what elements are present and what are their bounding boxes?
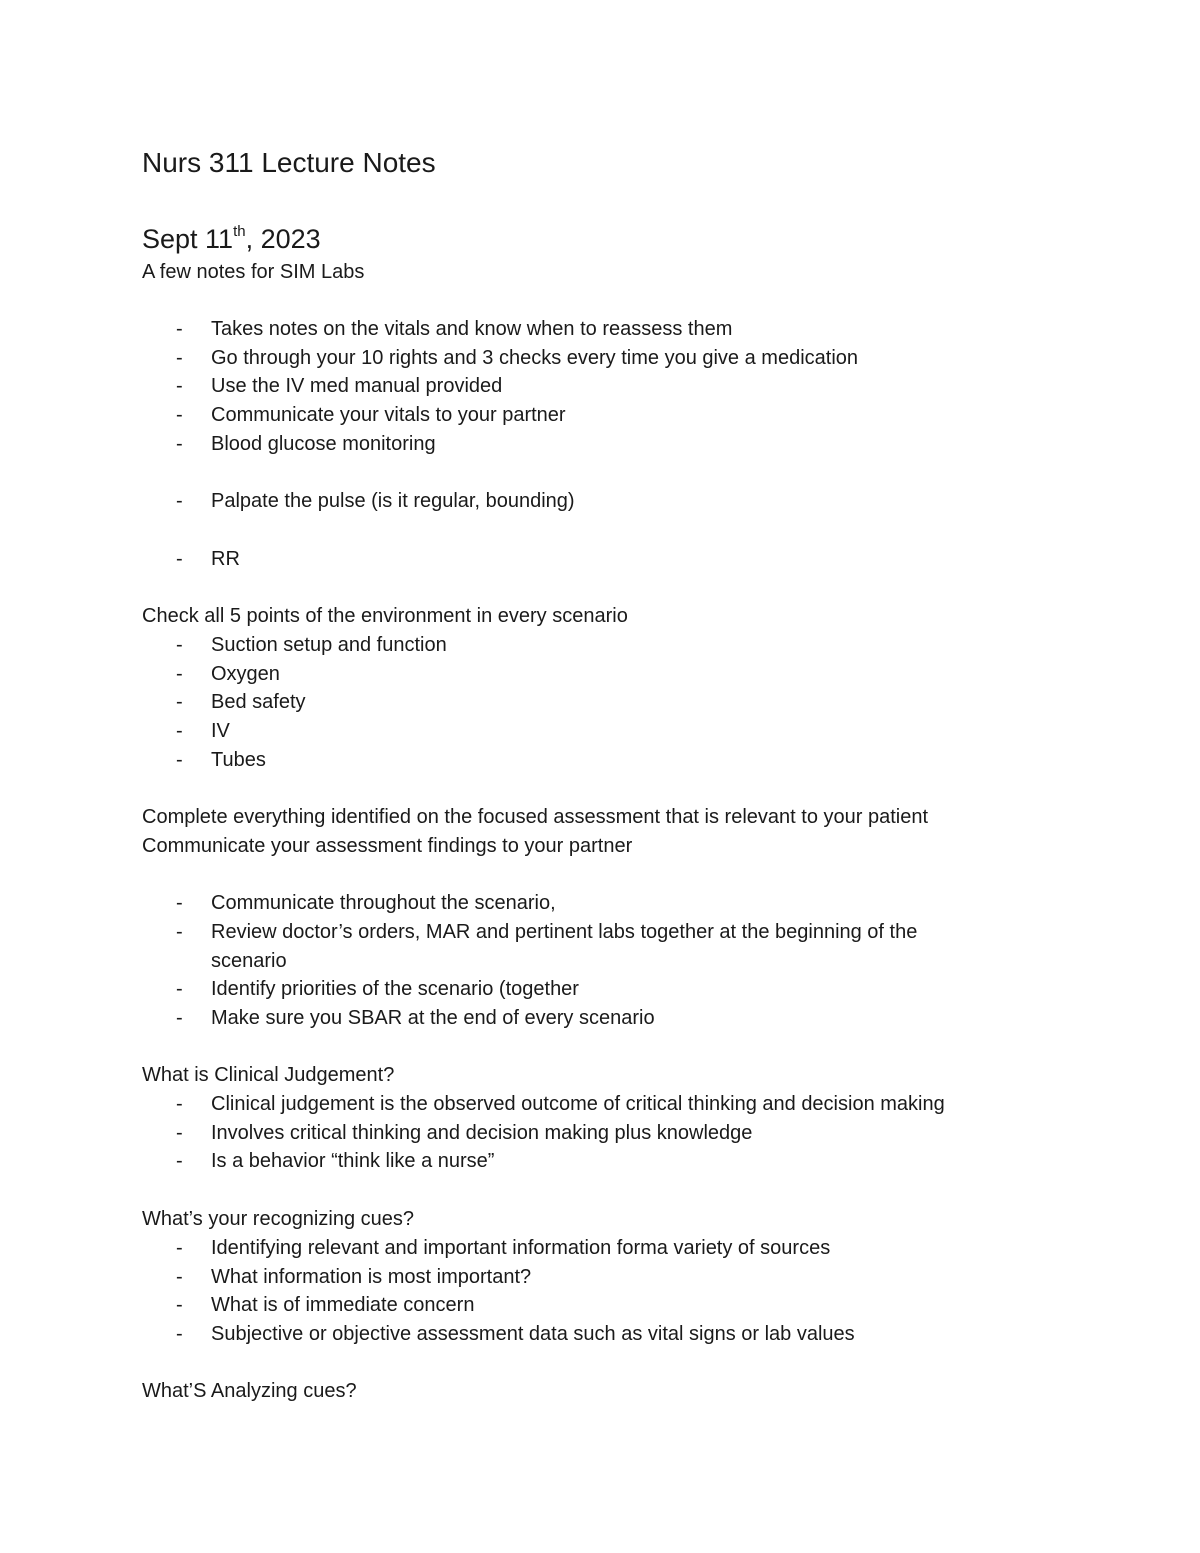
list-item: IV [211,720,230,742]
document-title: Nurs 311 Lecture Notes [142,147,436,178]
list-item: What is of immediate concern [211,1294,475,1316]
bullet-marker: - [176,375,183,397]
date-rest: , 2023 [245,224,321,254]
list-item: Clinical judgement is the observed outcome of critical thinking and decision making [211,1093,945,1115]
bullet-marker: - [176,1294,183,1316]
bullet-marker: - [176,978,183,1000]
bullet-marker: - [176,433,183,455]
bullet-marker: - [176,1266,183,1288]
clinical-judgement-heading: What is Clinical Judgement? [142,1064,395,1086]
list-item: Identify priorities of the scenario (together [211,978,579,1000]
bullet-marker: - [176,921,183,943]
date-suffix: th [233,223,246,240]
list-item: Oxygen [211,663,280,685]
list-item: Is a behavior “think like a nurse” [211,1150,495,1172]
bullet-marker: - [176,634,183,656]
list-item: Palpate the pulse (is it regular, bounding) [211,490,575,512]
bullet-marker: - [176,1323,183,1345]
assessment-line: Communicate your assessment findings to your partner [142,835,633,857]
bullet-marker: - [176,749,183,771]
list-item: Blood glucose monitoring [211,433,436,455]
bullet-marker: - [176,720,183,742]
bullet-marker: - [176,663,183,685]
bullet-marker: - [176,404,183,426]
bullet-marker: - [176,1093,183,1115]
list-item: Use the IV med manual provided [211,375,503,397]
list-item: Subjective or objective assessment data such as vital signs or lab values [211,1323,855,1345]
list-item: Identifying relevant and important information forma variety of sources [211,1237,831,1259]
list-item: Communicate your vitals to your partner [211,404,566,426]
list-item-continuation: scenario [211,950,287,972]
lecture-date [142,222,321,256]
bullet-marker: - [176,347,183,369]
bullet-marker: - [176,892,183,914]
bullet-marker: - [176,548,183,570]
list-item: Tubes [211,749,266,771]
bullet-marker: - [176,1007,183,1029]
bullet-marker: - [176,318,183,340]
list-item: Go through your 10 rights and 3 checks every time you give a medication [211,347,859,369]
assessment-line: Complete everything identified on the focused assessment that is relevant to your patient [142,806,929,828]
analyzing-cues-heading: What’S Analyzing cues? [142,1380,357,1402]
recognizing-cues-heading: What’s your recognizing cues? [142,1208,414,1230]
bullet-marker: - [176,1237,183,1259]
list-item: Review doctor’s orders, MAR and pertinent labs together at the beginning of the [211,921,918,943]
list-item: Make sure you SBAR at the end of every scenario [211,1007,655,1029]
list-item: Bed safety [211,691,306,713]
list-item: Suction setup and function [211,634,447,656]
date-main: Sept 11 [142,224,234,254]
list-item: RR [211,548,240,570]
bullet-marker: - [176,1150,183,1172]
list-item: Takes notes on the vitals and know when to reassess them [211,318,733,340]
bullet-marker: - [176,691,183,713]
sim-labs-intro: A few notes for SIM Labs [142,261,365,283]
list-item: What information is most important? [211,1266,532,1288]
bullet-marker: - [176,490,183,512]
bullet-marker: - [176,1122,183,1144]
list-item: Communicate throughout the scenario, [211,892,556,914]
list-item: Involves critical thinking and decision making plus knowledge [211,1122,753,1144]
environment-heading: Check all 5 points of the environment in every scenario [142,605,628,627]
